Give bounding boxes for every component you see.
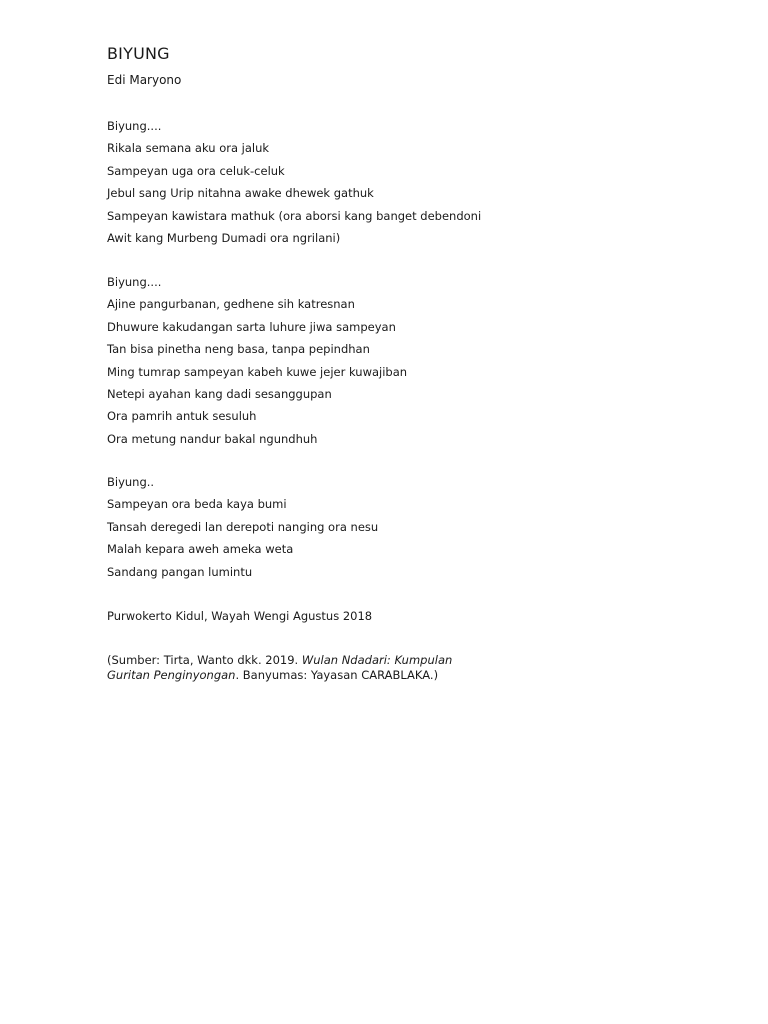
poem-line: Sampeyan uga ora celuk-celuk xyxy=(107,163,285,178)
poem-line: Sampeyan kawistara mathuk (ora aborsi kang banget debendoni xyxy=(107,208,482,223)
poem-line: Biyung.... xyxy=(107,119,162,133)
poem-line: Ora metung nandur bakal ngundhuh xyxy=(107,431,318,446)
poem-line: Sandang pangan lumintu xyxy=(107,564,253,579)
poem-line: Tansah deregedi lan derepoti nanging ora nesu xyxy=(107,519,379,534)
stanza-1 xyxy=(107,118,481,252)
poem-line: Ajine pangurbanan, gedhene sih katresnan xyxy=(107,297,355,312)
source-citation xyxy=(107,653,487,682)
poem-line: Netepi ayahan kang dadi sesanggupan xyxy=(107,386,332,401)
poem-line: Rikala semana aku ora jaluk xyxy=(107,141,270,156)
poem-line: Biyung.... xyxy=(107,275,162,289)
poem-line: Dhuwure kakudangan sarta luhure jiwa sampeyan xyxy=(107,319,396,334)
poem-title: BIYUNG xyxy=(107,44,170,63)
poem-author: Edi Maryono xyxy=(107,73,182,87)
source-suffix: . Banyumas: Yayasan CARABLAKA.) xyxy=(235,667,439,682)
poem-line: Sampeyan ora beda kaya bumi xyxy=(107,497,287,512)
poem-line: Malah kepara aweh ameka weta xyxy=(107,542,294,557)
poem-line: Tan bisa pinetha neng basa, tanpa pepindhan xyxy=(107,342,370,357)
poem-line: Ming tumrap sampeyan kabeh kuwe jejer kuwajiban xyxy=(107,364,408,379)
source-prefix: (Sumber: Tirta, Wanto dkk. 2019. xyxy=(107,653,302,667)
poem-line: Awit kang Murbeng Dumadi ora ngrilani) xyxy=(107,230,341,245)
poem-line: Ora pamrih antuk sesuluh xyxy=(107,409,257,424)
place-date: Purwokerto Kidul, Wayah Wengi Agustus 2018 xyxy=(107,609,373,623)
poem-line: Biyung.. xyxy=(107,475,155,489)
poem-line: Jebul sang Urip nitahna awake dhewek gathuk xyxy=(107,186,374,201)
source-book-title: Wulan Ndadari: Kumpulan Guritan Penginyongan xyxy=(107,653,453,682)
stanza-3 xyxy=(107,474,378,586)
stanza-2 xyxy=(107,274,407,453)
